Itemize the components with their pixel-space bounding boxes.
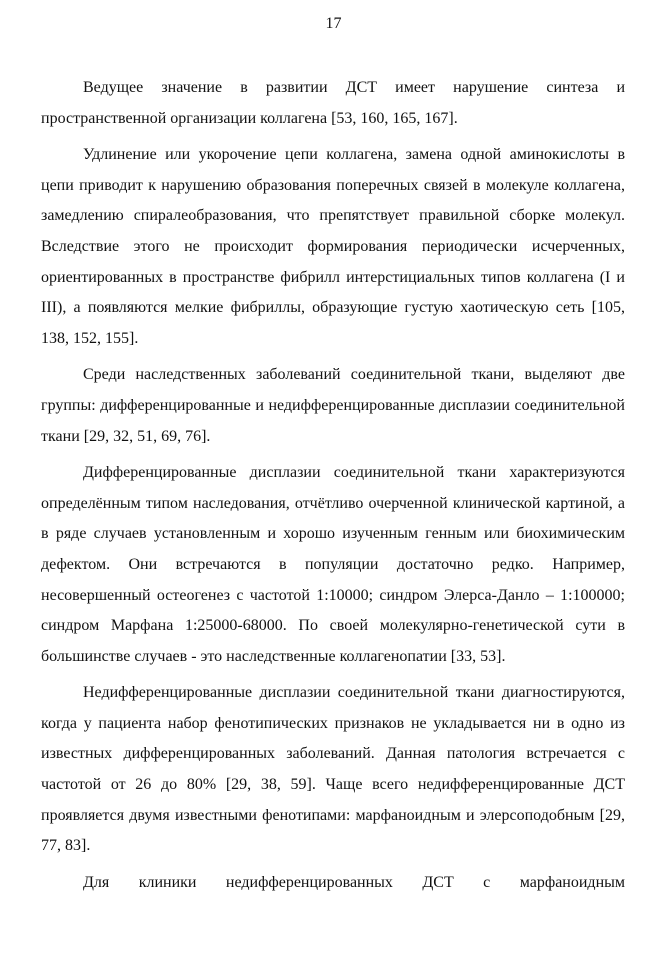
page-number: 17: [325, 15, 342, 32]
document-body: [41, 73, 625, 898]
paragraph-undifferentiated-dysplasia: Недифференцированные дисплазии соединительной ткани диагностируются, когда у пациента набор фенотипических признаков не укладывается ни в одно из известных дифференцированных заболеваний. Данная патология встречается с частотой от 26 до 80% [29, 38, 59]. Чаще всего недифференцированные ДСТ проявляется двумя известными фенотипами: марфаноидным и элерсоподобным [29, 77, 83].: [41, 684, 625, 855]
paragraph-marfanoid-clinic: Для клиники недифференцированных ДСТ с марфаноидным: [83, 873, 625, 891]
paragraph-hereditary-groups: Среди наследственных заболеваний соединительной ткани, выделяют две группы: дифференцированные и недифференцированные дисплазии соединительной ткани [29, 32, 51, 69, 76].: [41, 366, 625, 445]
paragraph-collagen-chain: Удлинение или укорочение цепи коллагена, замена одной аминокислоты в цепи приводит к нарушению образования поперечных связей в молекуле коллагена, замедлению спиралеобразования, что препятствует правильной сборке молекул. Вследствие этого не происходит формирования периодически исчерченных, ориентированных в пространстве фибрилл интерстициальных типов коллагена (I и III), а появляются мелкие фибриллы, образующие густую хаотическую сеть [105, 138, 152, 155].: [41, 146, 625, 347]
paragraph-differentiated-dysplasia: Дифференцированные дисплазии соединительной ткани характеризуются определённым типом наследования, отчётливо очерченной клинической картиной, а в ряде случаев установленным и хорошо изученным генным или биохимическим дефектом. Они встречаются в популяции достаточно редко. Например, несовершенный остеогенез с частотой 1:10000; синдром Элерса-Данло – 1:100000; синдром Марфана 1:25000-68000. По своей молекулярно-генетической сути в большинстве случаев - это наследственные коллагенопатии [33, 53].: [41, 464, 625, 665]
paragraph-dst-synthesis: Ведущее значение в развитии ДСТ имеет нарушение синтеза и пространственной организации коллагена [53, 160, 165, 167].: [41, 79, 625, 127]
